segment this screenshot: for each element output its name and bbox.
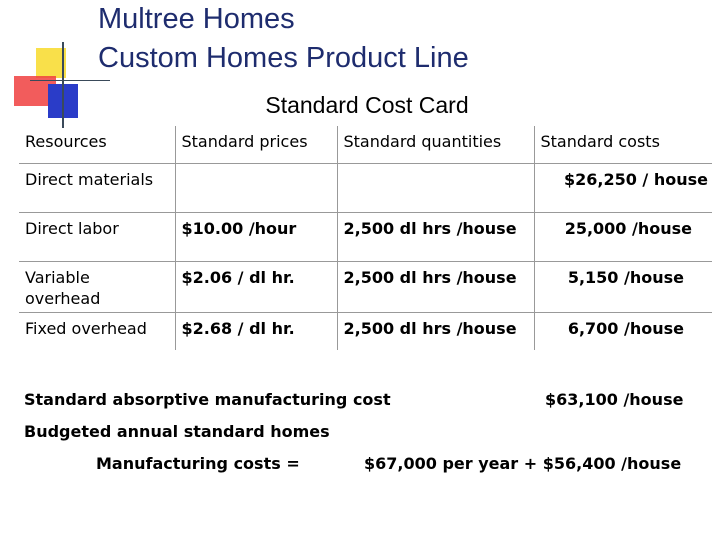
slide-title [98, 0, 469, 78]
logo-horizontal-line [30, 80, 110, 81]
row-quantity [337, 164, 534, 213]
absorptive-cost-value: $63,100 /house [545, 390, 684, 409]
row-resource: Direct labor [19, 213, 175, 262]
slide-subtitle: Standard Cost Card [265, 92, 469, 118]
header-standard-prices: Standard prices [175, 126, 337, 164]
manufacturing-costs-value: $67,000 per year + $56,400 /house [364, 454, 682, 473]
row-resource: Fixed overhead [19, 313, 175, 351]
absorptive-cost-label: Standard absorptive manufacturing cost [24, 390, 391, 409]
header-standard-quantities: Standard quantities [337, 126, 534, 164]
standard-cost-table [19, 126, 712, 350]
manufacturing-costs-label: Manufacturing costs = [96, 454, 300, 473]
header-standard-costs: Standard costs [534, 126, 712, 164]
row-quantity: 2,500 dl hrs /house [337, 313, 534, 351]
budgeted-homes-label: Budgeted annual standard homes [24, 422, 330, 441]
row-cost: 25,000 /house [534, 213, 712, 262]
row-price: $2.68 / dl hr. [175, 313, 337, 351]
row-cost: $26,250 / house [534, 164, 712, 213]
table-header-row [19, 126, 712, 164]
row-quantity: 2,500 dl hrs /house [337, 213, 534, 262]
table-row [19, 313, 712, 351]
title-line-2: Custom Homes Product Line [98, 42, 469, 74]
row-cost: 5,150 /house [534, 262, 712, 313]
row-resource: Direct materials [19, 164, 175, 213]
table-row [19, 213, 712, 262]
row-price: $2.06 / dl hr. [175, 262, 337, 313]
row-cost: 6,700 /house [534, 313, 712, 351]
table-row [19, 164, 712, 213]
row-price [175, 164, 337, 213]
row-price: $10.00 /hour [175, 213, 337, 262]
table-row [19, 262, 712, 313]
header-resources: Resources [19, 126, 175, 164]
title-line-1: Multree Homes [98, 3, 295, 35]
row-resource: Variable overhead [19, 262, 175, 313]
row-quantity: 2,500 dl hrs /house [337, 262, 534, 313]
